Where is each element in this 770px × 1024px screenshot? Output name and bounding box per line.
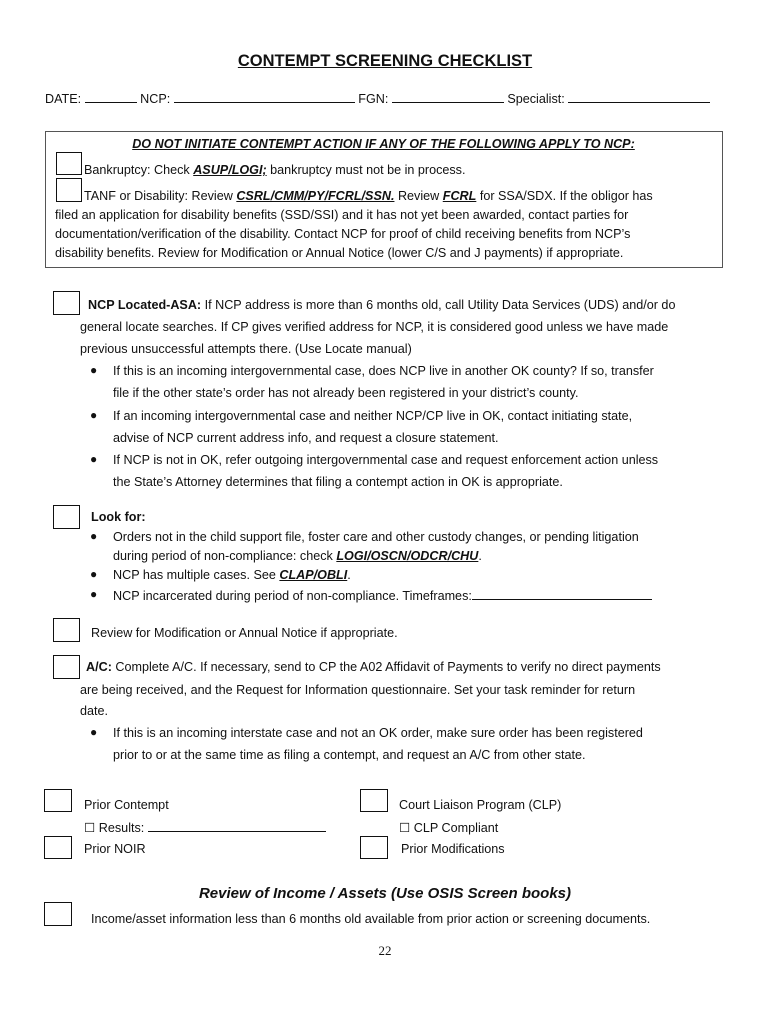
bullet-icon: ●: [90, 587, 98, 601]
clp-label: Court Liaison Program (CLP): [399, 798, 562, 812]
tanf-text: TANF or Disability: Review CSRL/CMM/PY/FCRL/SSN. Review FCRL for SSA/SDX. If the obligor has: [84, 189, 653, 203]
ncp-bullet-3-line-1: If NCP is not in OK, refer outgoing intergovernmental case and request enforcement action unless: [113, 453, 659, 467]
income-heading: Review of Income / Assets (Use OSIS Screen books): [198, 885, 572, 902]
ncp-bullet-1-line-1: If this is an incoming intergovernmental case, does NCP live in another OK county? If so, transfer: [113, 364, 654, 378]
look-for-bullet-1-line-1: Orders not in the child support file, foster care and other custody changes, or pending litigation: [113, 530, 639, 544]
ncp-bullet-3-line-2: the State’s Attorney determines that filing a contempt action in OK is appropriate.: [113, 475, 563, 489]
timeframes-field[interactable]: [472, 588, 652, 600]
modification-text: Review for Modification or Annual Notice if appropriate.: [91, 626, 398, 640]
tanf-line-3: documentation/verification of the disability. Contact NCP for proof of child receiving benefits from NCP’s: [55, 227, 631, 241]
tanf-checkbox[interactable]: [56, 178, 82, 202]
ac-line-1: A/C: Complete A/C. If necessary, send to CP the A02 Affidavit of Payments to verify no direct payments: [86, 660, 661, 674]
results-row: [84, 820, 326, 835]
prior-noir-label: Prior NOIR: [84, 842, 146, 856]
results-label: ☐ Results:: [84, 821, 145, 835]
page-title: CONTEMPT SCREENING CHECKLIST: [237, 52, 533, 70]
ncp-bullet-1-line-2: file if the other state’s order has not already been registered in your district’s county.: [113, 386, 579, 400]
look-for-bullet-2: NCP has multiple cases. See CLAP/OBLI.: [113, 568, 351, 582]
fcrl-link[interactable]: FCRL: [442, 189, 477, 203]
prior-noir-checkbox[interactable]: [44, 836, 72, 859]
look-for-bullet-1-line-2: during period of non-compliance: check LOGI/OSCN/ODCR/CHU.: [113, 549, 482, 563]
clap-obli-link[interactable]: CLAP/OBLI: [279, 568, 348, 582]
ac-line-2: are being received, and the Request for Information questionnaire. Set your task reminder for return: [80, 683, 636, 697]
ncp-located-line-1: NCP Located-ASA: If NCP address is more than 6 months old, call Utility Data Services (UDS) and/or do: [88, 298, 676, 312]
specialist-label: Specialist:: [507, 92, 565, 106]
clp-checkbox[interactable]: [360, 789, 388, 812]
bullet-icon: ●: [90, 452, 98, 466]
page-number: 22: [378, 943, 392, 958]
ncp-located-line-2: general locate searches. If CP gives verified address for NCP, it is considered good unless we have made: [80, 320, 669, 334]
logi-oscn-link[interactable]: LOGI/OSCN/ODCR/CHU: [336, 549, 479, 563]
ncp-label: NCP:: [140, 92, 171, 106]
ac-checkbox[interactable]: [53, 655, 80, 679]
ac-line-3: date.: [80, 704, 109, 718]
bullet-icon: ●: [90, 725, 98, 739]
income-text: Income/asset information less than 6 months old available from prior action or screening documents.: [91, 912, 651, 926]
date-label: DATE:: [45, 92, 82, 106]
look-for-label: Look for:: [91, 510, 146, 524]
ncp-located-line-3: previous unsuccessful attempts there. (Use Locate manual): [80, 342, 412, 356]
look-for-checkbox[interactable]: [53, 505, 80, 529]
tanf-line-4: disability benefits. Review for Modification or Annual Notice (lower C/S and J payments) if appropriate.: [55, 246, 624, 260]
fgn-field[interactable]: [392, 91, 504, 103]
prior-modifications-checkbox[interactable]: [360, 836, 388, 859]
prior-contempt-label: Prior Contempt: [84, 798, 169, 812]
ac-bullet-line-1: If this is an incoming interstate case and not an OK order, make sure order has been registered: [113, 726, 643, 740]
prior-contempt-checkbox[interactable]: [44, 789, 72, 812]
specialist-field[interactable]: [568, 91, 710, 103]
bullet-icon: ●: [90, 408, 98, 422]
results-field[interactable]: [148, 820, 326, 832]
bankruptcy-text: Bankruptcy: Check ASUP/LOGI; bankruptcy must not be in process.: [84, 163, 466, 177]
ncp-field[interactable]: [174, 91, 355, 103]
look-for-bullet-3: NCP incarcerated during period of non-compliance. Timeframes:: [113, 588, 652, 603]
bullet-icon: ●: [90, 363, 98, 377]
ncp-located-checkbox[interactable]: [53, 291, 80, 315]
bullet-icon: ●: [90, 567, 98, 581]
bullet-icon: ●: [90, 529, 98, 543]
income-checkbox[interactable]: [44, 902, 72, 926]
ac-bullet-line-2: prior to or at the same time as filing a contempt, and request an A/C from other state.: [113, 748, 586, 762]
ncp-bullet-2-line-1: If an incoming intergovernmental case and neither NCP/CP live in OK, contact initiating state,: [113, 409, 633, 423]
header-fields: [45, 91, 710, 106]
asup-logi-link[interactable]: ASUP/LOGI;: [193, 163, 267, 177]
ncp-bullet-2-line-2: advise of NCP current address info, and request a closure statement.: [113, 431, 499, 445]
tanf-line-2: filed an application for disability benefits (SSD/SSI) and it has not yet been awarded, contact parties for: [55, 208, 629, 222]
clp-compliant-label[interactable]: ☐ CLP Compliant: [399, 821, 499, 835]
fgn-label: FGN:: [358, 92, 389, 106]
modification-checkbox[interactable]: [53, 618, 80, 642]
warning-box: [45, 131, 723, 268]
prior-modifications-label: Prior Modifications: [401, 842, 505, 856]
warning-heading: DO NOT INITIATE CONTEMPT ACTION IF ANY OF THE FOLLOWING APPLY TO NCP:: [132, 137, 635, 151]
csrl-link[interactable]: CSRL/CMM/PY/FCRL/SSN.: [236, 189, 395, 203]
date-field[interactable]: [85, 91, 137, 103]
bankruptcy-checkbox[interactable]: [56, 152, 82, 175]
